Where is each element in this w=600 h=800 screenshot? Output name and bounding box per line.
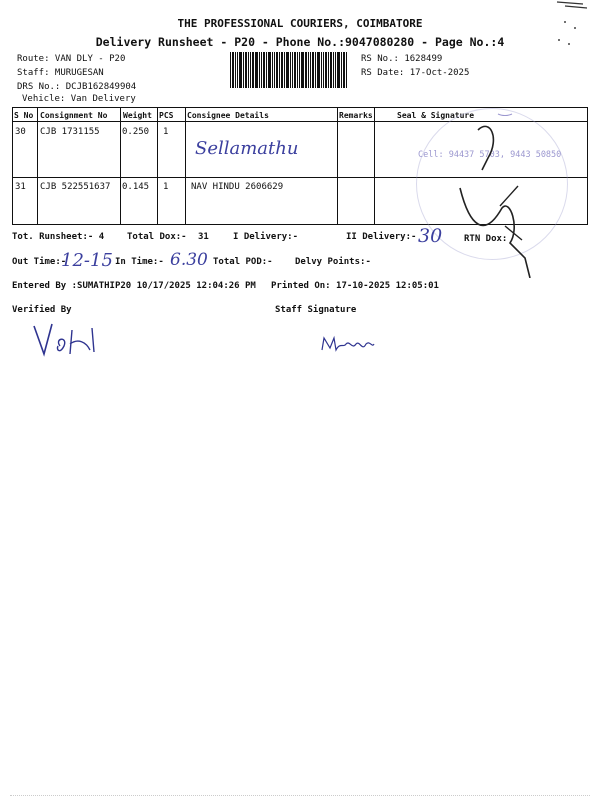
total-dox-value: 31 (198, 232, 209, 242)
table-row-consignee-handwritten: Sellamathu (195, 138, 299, 159)
header-seal: Seal & Signature (397, 111, 475, 120)
rs-no-text: RS No.: 1628499 (361, 54, 443, 64)
header-pcs: PCS (159, 111, 174, 120)
scan-edge (10, 795, 590, 796)
printed-on-text: Printed On: 17-10-2025 12:05:01 (271, 281, 439, 291)
staff-signature-icon (318, 330, 378, 360)
table-row-sno: 30 (15, 127, 26, 137)
verified-by-label: Verified By (12, 305, 72, 315)
table-row-sno: 31 (15, 182, 26, 192)
total-pod-label: Total POD:- (213, 257, 273, 267)
in-time-value: 6.30 (170, 250, 208, 270)
header-weight: Weight (123, 111, 152, 120)
total-dox-label: Total Dox:- (127, 232, 187, 242)
table-row-consignment: CJB 1731155 (40, 127, 100, 137)
header-sno: S No (14, 111, 34, 120)
table-row-weight: 0.145 (122, 182, 150, 192)
ii-delivery-value: 30 (418, 225, 443, 247)
verified-signature-icon (30, 320, 110, 360)
table-row-weight: 0.250 (122, 127, 150, 137)
i-delivery-label: I Delivery:- (233, 232, 299, 242)
corner-scribble-icon (545, 0, 595, 50)
rs-date-text: RS Date: 17-Oct-2025 (361, 68, 470, 78)
company-title: THE PROFESSIONAL COURIERS, COIMBATORE (177, 17, 423, 30)
staff-text: Staff: MURUGESAN (17, 68, 104, 78)
table-row-pcs: 1 (163, 127, 169, 137)
staff-signature-label: Staff Signature (275, 305, 357, 315)
out-time-label: Out Time:- (12, 257, 67, 267)
vehicle-text: Vehicle: Van Delivery (22, 94, 136, 104)
out-time-value: 12-15 (61, 250, 113, 271)
route-text: Route: VAN DLY - P20 (17, 54, 126, 64)
in-time-label: In Time:- (115, 257, 164, 267)
rtn-dox-label: RTN Dox: (464, 234, 508, 244)
table-row-consignment: CJB 522551637 (40, 182, 111, 192)
drs-text: DRS No.: DCJB162849904 (17, 82, 137, 92)
header-remarks: Remarks (339, 111, 373, 120)
entered-by-text: Entered By :SUMATHIP20 10/17/2025 12:04:26 PM (12, 281, 256, 291)
header-consignee: Consignee Details (187, 111, 269, 120)
barcode (230, 52, 356, 88)
total-runsheet-text: Tot. Runsheet:- 4 (12, 232, 105, 242)
runsheet-title: Delivery Runsheet - P20 - Phone No.:9047080280 - Page No.:4 (95, 35, 505, 49)
delvy-points-label: Delvy Points:- (295, 257, 371, 267)
seal-signature-icon (430, 108, 570, 278)
table-row-consignee: NAV HINDU 2606629 (191, 182, 284, 192)
stamp-text: Cell: 94437 5703, 9443 50850 (418, 150, 562, 160)
ii-delivery-label: II Delivery:- (346, 232, 417, 242)
table-row-pcs: 1 (163, 182, 169, 192)
header-consignment: Consignment No (40, 111, 108, 120)
